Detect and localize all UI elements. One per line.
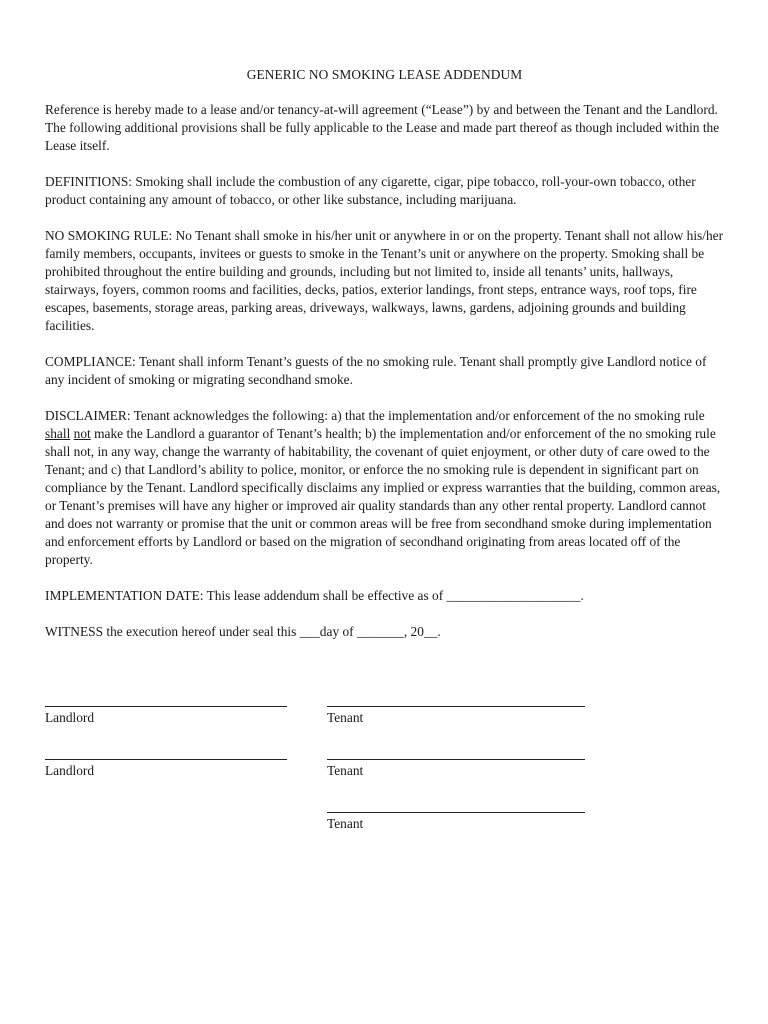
reference-paragraph: Reference is hereby made to a lease and/or tenancy-at-will agreement (“Lease”) by and between the Tenant and the Landlord. The following additional provisions shall be fully applicable to the Lease and made part thereof as though included within the Lease itself. [45, 102, 720, 153]
tenant-signature-1 [327, 706, 585, 727]
underlined-shall: shall [45, 426, 71, 441]
landlord-signature-2 [45, 759, 287, 780]
signature-line [327, 759, 585, 760]
witness-paragraph: WITNESS the execution hereof under seal this ___day of _______, 20__. [45, 624, 441, 639]
signature-line [327, 706, 585, 707]
signature-line [45, 706, 287, 707]
implementation-date-paragraph: IMPLEMENTATION DATE: This lease addendum shall be effective as of ____________________. [45, 588, 584, 603]
document-title: GENERIC NO SMOKING LEASE ADDENDUM [246, 67, 523, 82]
compliance-paragraph: COMPLIANCE: Tenant shall inform Tenant’s guests of the no smoking rule. Tenant shall promptly give Landlord notice of any incident of smoking or migrating secondhand smoke. [45, 354, 707, 387]
signature-row-1 [45, 706, 725, 736]
no-smoking-rule-paragraph: NO SMOKING RULE: No Tenant shall smoke in his/her unit or anywhere in or on the property. Tenant shall not allow his/her family members, occupants, invitees or guests to smoke in the Tenant’s unit or anywhere on the property. Smoking shall be prohibited throughout the entire building and grounds, including but not limited to, inside all tenants’ units, hallways, stairways, foyers, common rooms and facilities, decks, patios, exterior landings, front steps, entrance ways, roof tops, fire escapes, basements, storage areas, parking areas, driveways, walkways, lawns, gardens, adjoining grounds and building facilities. [45, 228, 724, 333]
tenant-signature-3 [327, 812, 585, 833]
disclaimer-text-end: make the Landlord a guarantor of Tenant’s health; b) the implementation and/or enforcement of the no smoking rule shall not, in any way, change the warranty of habitability, the covenant of quiet enjoyment, or other duty of care owed to the Tenant; and c) that Landlord’s ability to police, monitor, or enforce the no smoking rule is dependent in significant part on compliance by the Tenant. Landlord specifically disclaims any implied or express warranties that the building, common areas, or Tenant’s premises will have any higher or improved air quality standards than any other rental property. Landlord cannot and does not warranty or promise that the unit or common areas will be free from secondhand smoke during implementation and enforcement efforts by Landlord or based on the migration of secondhand originating from areas located off of the property. [45, 426, 721, 567]
signature-label: Landlord [45, 710, 95, 725]
landlord-signature-1 [45, 706, 287, 727]
disclaimer-paragraph [45, 407, 724, 569]
signature-row-3 [45, 812, 725, 842]
signature-row-2 [45, 759, 725, 789]
underlined-not: not [73, 426, 91, 441]
signature-line [45, 759, 287, 760]
signature-line [327, 812, 585, 813]
signature-label: Tenant [327, 763, 364, 778]
signature-label: Tenant [327, 710, 364, 725]
definitions-paragraph: DEFINITIONS: Smoking shall include the combustion of any cigarette, cigar, pipe tobacco, roll-your-own tobacco, other product containing any amount of tobacco, or other like substance, including marijuana. [45, 174, 696, 207]
tenant-signature-2 [327, 759, 585, 780]
disclaimer-text-start: DISCLAIMER: Tenant acknowledges the following: a) that the implementation and/or enforcement of the no smoking rule [45, 408, 705, 423]
signature-label: Landlord [45, 763, 95, 778]
signature-label: Tenant [327, 816, 364, 831]
